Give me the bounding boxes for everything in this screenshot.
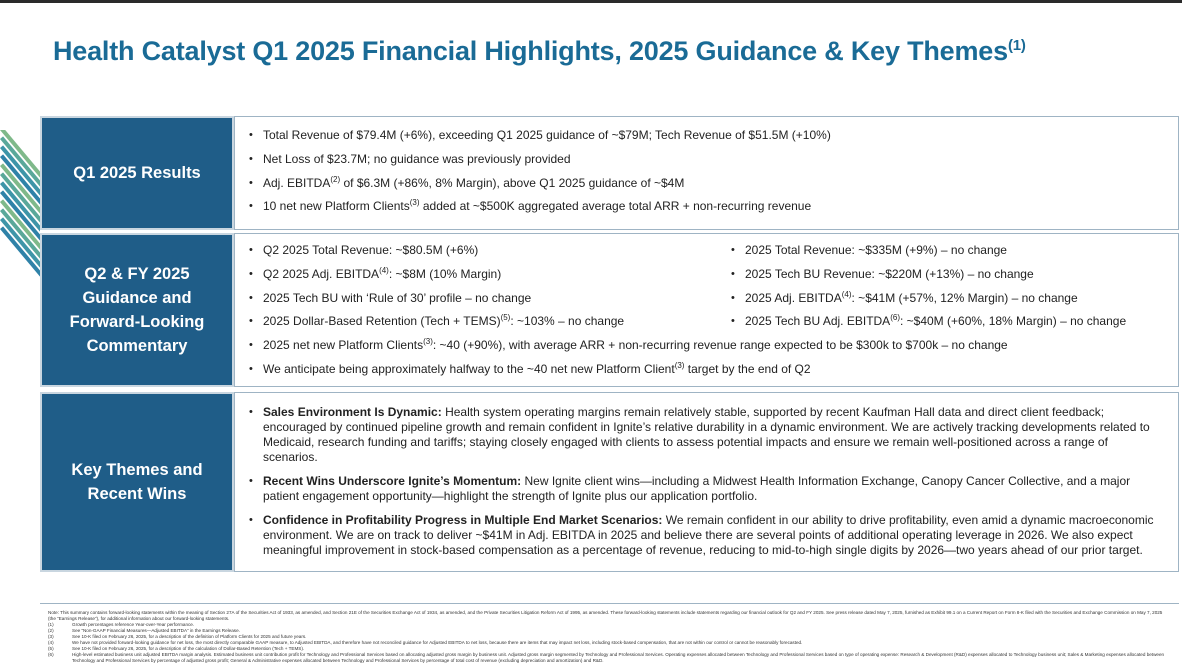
theme-bullet: • Sales Environment Is Dynamic: Health system operating margins remain relatively stable, supported by recent Kaufman Hall data and direct client feedback; encouraged by continued pipeline growth and remain confident in Ignite’s relative durability in a dynamic environment. We are actively tracking developments related to Medicaid, research funding and tariffs; staying closely engaged with clients to assess potential impacts and ensure we remain well-positioned across a range of scenarios. xyxy=(247,405,1164,465)
guidance-bullet: • Q2 2025 Total Revenue: ~$80.5M (+6%) xyxy=(247,243,729,258)
guidance-left-list xyxy=(247,243,729,338)
decorative-stripes xyxy=(0,130,40,300)
theme-bullet: • Recent Wins Underscore Ignite’s Momentum: New Ignite client wins—including a Midwest Health Information Exchange, Canopy Cancer Collective, and a major patient engagement opportunity—highlight the strength of Ignite plus our application portfolio. xyxy=(247,474,1164,504)
q1-bullet-list xyxy=(247,128,1164,214)
guidance-two-column xyxy=(247,243,1164,338)
guidance-bullet: • 2025 Total Revenue: ~$335M (+9%) – no change xyxy=(729,243,1164,258)
footnote-item: (5) See 10-K filed on February 26, 2025, for a description of the calculation of Dollar-Based Retention (Tech + TEMS). xyxy=(48,646,305,651)
theme-heading: Confidence in Profitability Progress in Multiple End Market Scenarios: xyxy=(263,512,663,527)
guidance-bullet: • Q2 2025 Adj. EBITDA$^{(4)}$: ~$8M (10% Margin) xyxy=(247,267,729,282)
guidance-bullet: • 2025 Dollar-Based Retention (Tech + TEMS)$^{(5)}$: ~103% – no change xyxy=(247,314,729,329)
guidance-bullet: • 2025 Tech BU Adj. EBITDA$^{(6)}$: ~$40M (+60%, 18% Margin) – no change xyxy=(729,314,1164,329)
themes-label-line: Key Themes and xyxy=(71,461,203,479)
theme-heading: Sales Environment Is Dynamic: xyxy=(263,405,442,419)
top-rule xyxy=(0,0,1182,3)
theme-bullet: • Confidence in Profitability Progress in Multiple End Market Scenarios: We remain confident in our ability to drive profitability, even amid a dynamic macroeconomic environment. We are on track to deliver ~$41M in Adj. EBITDA in 2025 and believe there are several points of additional operating leverage in 2026. We also expect meaningful improvement in stock-based compensation as a percentage of revenue, reducing to mid-to-high single digits by 2026—two years ahead of our prior target. xyxy=(247,513,1164,558)
theme-heading: Recent Wins Underscore Ignite’s Momentum: xyxy=(263,473,522,488)
title-footnote-ref: (1) xyxy=(1007,37,1026,54)
q1-bullet: • 10 net new Platform Clients$^{(3)}$ added at ~$500K aggregated average total ARR + non-recurring revenue xyxy=(247,199,1164,214)
footnote-item: (4) We have not provided forward-looking guidance for net loss, the most directly comparable GAAP measure, to Adjusted EBITDA, and therefore have not reconciled guidance for Adjusted EBITDA to net loss, because there are items that may impact net loss, including stock-based compensation, that are not within our control or cannot be reasonably forecasted. xyxy=(48,640,803,645)
guidance-section xyxy=(40,233,1179,387)
themes-label xyxy=(40,392,234,572)
q1-bullet: • Net Loss of $23.7M; no guidance was previously provided xyxy=(247,152,1164,167)
guidance-right-list xyxy=(729,243,1164,338)
q1-bullet: • Total Revenue of $79.4M (+6%), exceeding Q1 2025 guidance of ~$79M; Tech Revenue of $51.5M (+10%) xyxy=(247,128,1164,143)
q1-results-label: Q1 2025 Results xyxy=(40,116,234,230)
guidance-label-line: Commentary xyxy=(86,337,188,355)
q1-results-section xyxy=(40,116,1179,230)
guidance-content xyxy=(234,233,1179,387)
guidance-label-line: Forward-Looking xyxy=(69,313,205,331)
footnote-item: (3) See 10-K filed on February 26, 2025, for a description of the definition of Platform Clients for 2025 and future years. xyxy=(48,634,307,639)
themes-bullet-list xyxy=(247,405,1164,558)
guidance-label-line: Q2 & FY 2025 xyxy=(84,265,190,283)
footnote-item: (6) High-level estimated business unit adjusted EBITDA margin analysis. Estimated business unit contribution profit for Technology and Professional Services based on allocating adjusted gross margin by business unit. Adjusted gross margin segmented by Technology and Professional Services. Operating expenses allocated between Technology and Professional Services based on type of operating expense: Research & Development (R&D) expenses allocated to Technology business unit; Sales & Marketing expenses allocated between Technology and Professional Services by percentage of adjusted gross profit; General & Administrative expenses allocated between Technology and Professional Services by percentage of total cost of revenue (excluding depreciation and amortization) and R&D. xyxy=(48,652,1165,663)
footnote-item: (2) See “Non-GAAP Financial Measures—Adjusted EBITDA” in the Earnings Release. xyxy=(48,628,240,633)
page-title: Health Catalyst Q1 2025 Financial Highlights, 2025 Guidance & Key Themes$^{(1)}$ xyxy=(53,36,1026,66)
themes-content xyxy=(234,392,1179,572)
guidance-bullet: • 2025 Adj. EBITDA$^{(4)}$: ~$41M (+57%, 12% Margin) – no change xyxy=(729,291,1164,306)
footnote-divider xyxy=(40,603,1179,604)
footnote-item: (1) Growth percentages reference Year-over-Year performance. xyxy=(48,622,195,627)
guidance-bullet: • 2025 Tech BU Revenue: ~$220M (+13%) – no change xyxy=(729,267,1164,282)
q1-results-content xyxy=(234,116,1179,230)
themes-section xyxy=(40,392,1179,572)
footnote-note: Note: This summary contains forward-looking statements within the meaning of Section 27A of the Securities Act of 1933, as amended, and Section 21E of the Securities Exchange Act of 1934, as amended, and the Private Securities Litigation Reform Act of 1995, as amended. These forward-looking statements include statements regarding our financial outlook for Q2 and FY 2025. See press release dated May 7, 2025, furnished as Exhibit 99.1 on a Current Report on Form 8-K filed with the Securities and Exchange Commission on May 7, 2025 (the “Earnings Release”), for additional information about our forward-looking statements. xyxy=(48,610,1163,621)
guidance-bullet: • 2025 net new Platform Clients$^{(3)}$: ~40 (+90%), with average ARR + non-recurring revenue range expected to be $300k to $700k – no change xyxy=(247,338,1164,353)
footnotes xyxy=(48,610,1168,664)
guidance-bullet: • We anticipate being approximately halfway to the ~40 net new Platform Client$^{(3)}$ target by the end of Q2 xyxy=(247,362,1164,377)
guidance-label-line: Guidance and xyxy=(82,289,192,307)
themes-label-line: Recent Wins xyxy=(87,485,187,503)
footnote-list xyxy=(48,622,1168,664)
guidance-bullet: • 2025 Tech BU with ‘Rule of 30’ profile – no change xyxy=(247,291,729,306)
q1-bullet: • Adj. EBITDA$^{(2)}$ of $6.3M (+86%, 8% Margin), above Q1 2025 guidance of ~$4M xyxy=(247,176,1164,191)
guidance-full-list xyxy=(247,338,1164,377)
guidance-label xyxy=(40,233,234,387)
